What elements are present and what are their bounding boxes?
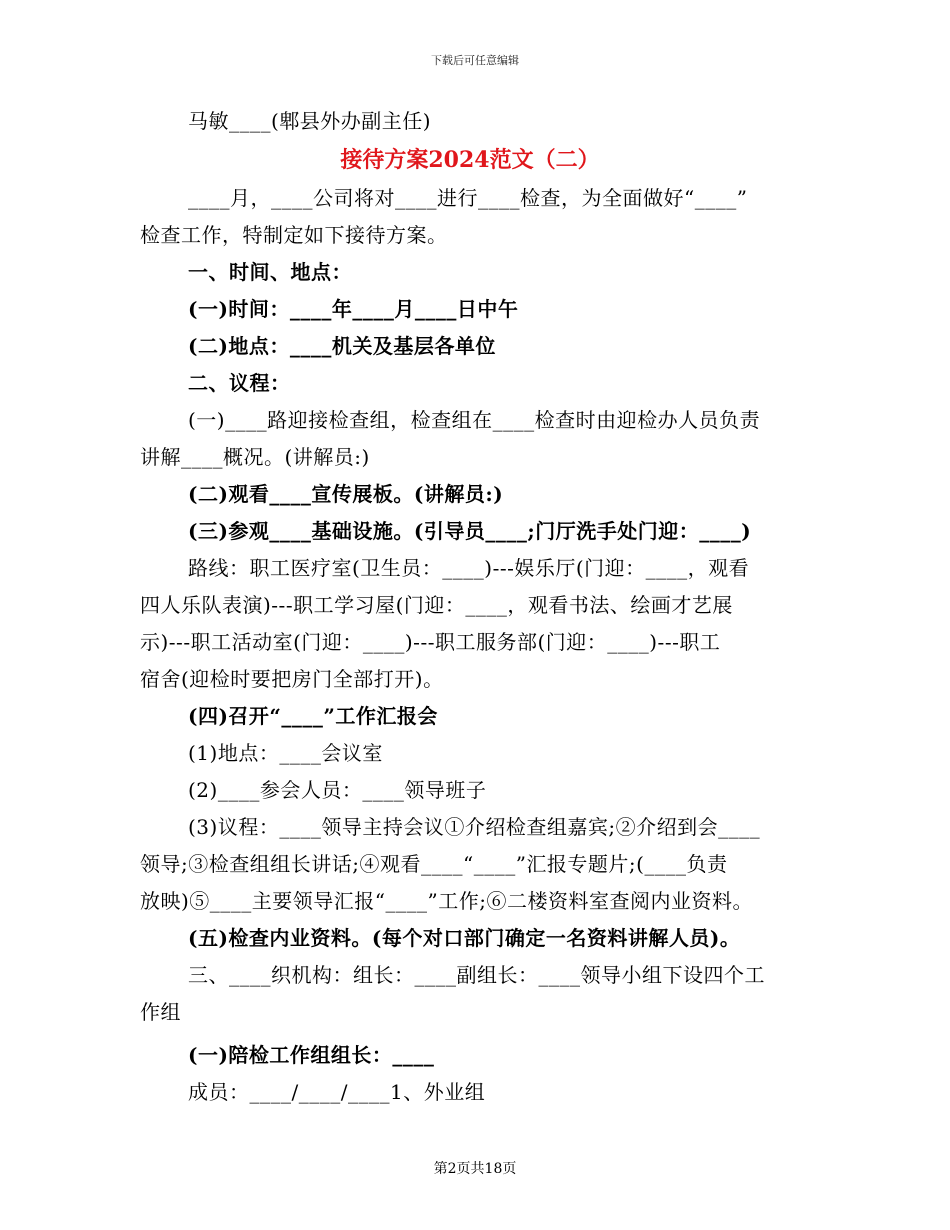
line-org-b: 作组	[140, 1000, 181, 1024]
line-meeting-attendees: (2)____参会人员：____领导班子	[188, 778, 487, 802]
line-route-3: 示)---职工活动室(门迎：____)---职工服务部(门迎：____)---职工	[140, 630, 721, 654]
line-1: 马敏____(郫县外办副主任)	[188, 109, 432, 133]
line-route-1: 路线：职工医疗室(卫生员：____)---娱乐厅(门迎：____，观看	[188, 556, 750, 580]
line-meeting-agenda-c: 放映)⑤____主要领导汇报“____”工作;⑥二楼资料室查阅内业资料。	[140, 889, 753, 913]
line-2: ____月，____公司将对____进行____检查，为全面做好“____”	[188, 186, 748, 210]
line-agenda-5: (五)检查内业资料。(每个对口部门确定一名资料讲解人员)。	[188, 926, 741, 950]
document-body	[140, 103, 800, 1111]
line-meeting-place: (1)地点：____会议室	[188, 741, 383, 765]
page-footer: 第2页共18页	[433, 1161, 517, 1177]
line-agenda-2: (二)观看____宣传展板。(讲解员:)	[188, 482, 504, 506]
section-heading-2: 二、议程：	[188, 371, 291, 395]
line-time: (一)时间：____年____月____日中午	[188, 297, 519, 321]
line-3: 检查工作，特制定如下接待方案。	[140, 223, 448, 247]
line-agenda-1b: 讲解____概况。(讲解员:)	[140, 445, 370, 469]
document-title: 接待方案2024范文（二）	[340, 147, 600, 173]
line-route-4: 宿舍(迎检时要把房门全部打开)。	[140, 667, 444, 691]
line-org-a: 三、____织机构：组长：____副组长：____领导小组下设四个工	[188, 963, 765, 987]
line-route-2: 四人乐队表演)---职工学习屋(门迎：____，观看书法、绘画才艺展	[140, 593, 733, 617]
page-header: 下载后可任意编辑	[431, 54, 519, 67]
line-group-leader: (一)陪检工作组组长：____	[188, 1043, 435, 1067]
line-agenda-4: (四)召开“____”工作汇报会	[188, 704, 438, 728]
line-meeting-agenda-b: 领导;③检查组组长讲话;④观看____“____”汇报专题片;(____负责	[140, 852, 728, 876]
line-place: (二)地点：____机关及基层各单位	[188, 334, 496, 358]
line-group-members: 成员：____/____/____1、外业组	[188, 1080, 486, 1104]
section-heading-1: 一、时间、地点：	[188, 260, 352, 284]
line-agenda-3: (三)参观____基础设施。(引导员____;门厅洗手处门迎：____)	[188, 519, 752, 543]
line-agenda-1a: (一)____路迎接检查组，检查组在____检查时由迎检办人员负责	[188, 408, 761, 432]
line-meeting-agenda-a: (3)议程：____领导主持会议①介绍检查组嘉宾;②介绍到会____	[188, 815, 761, 839]
